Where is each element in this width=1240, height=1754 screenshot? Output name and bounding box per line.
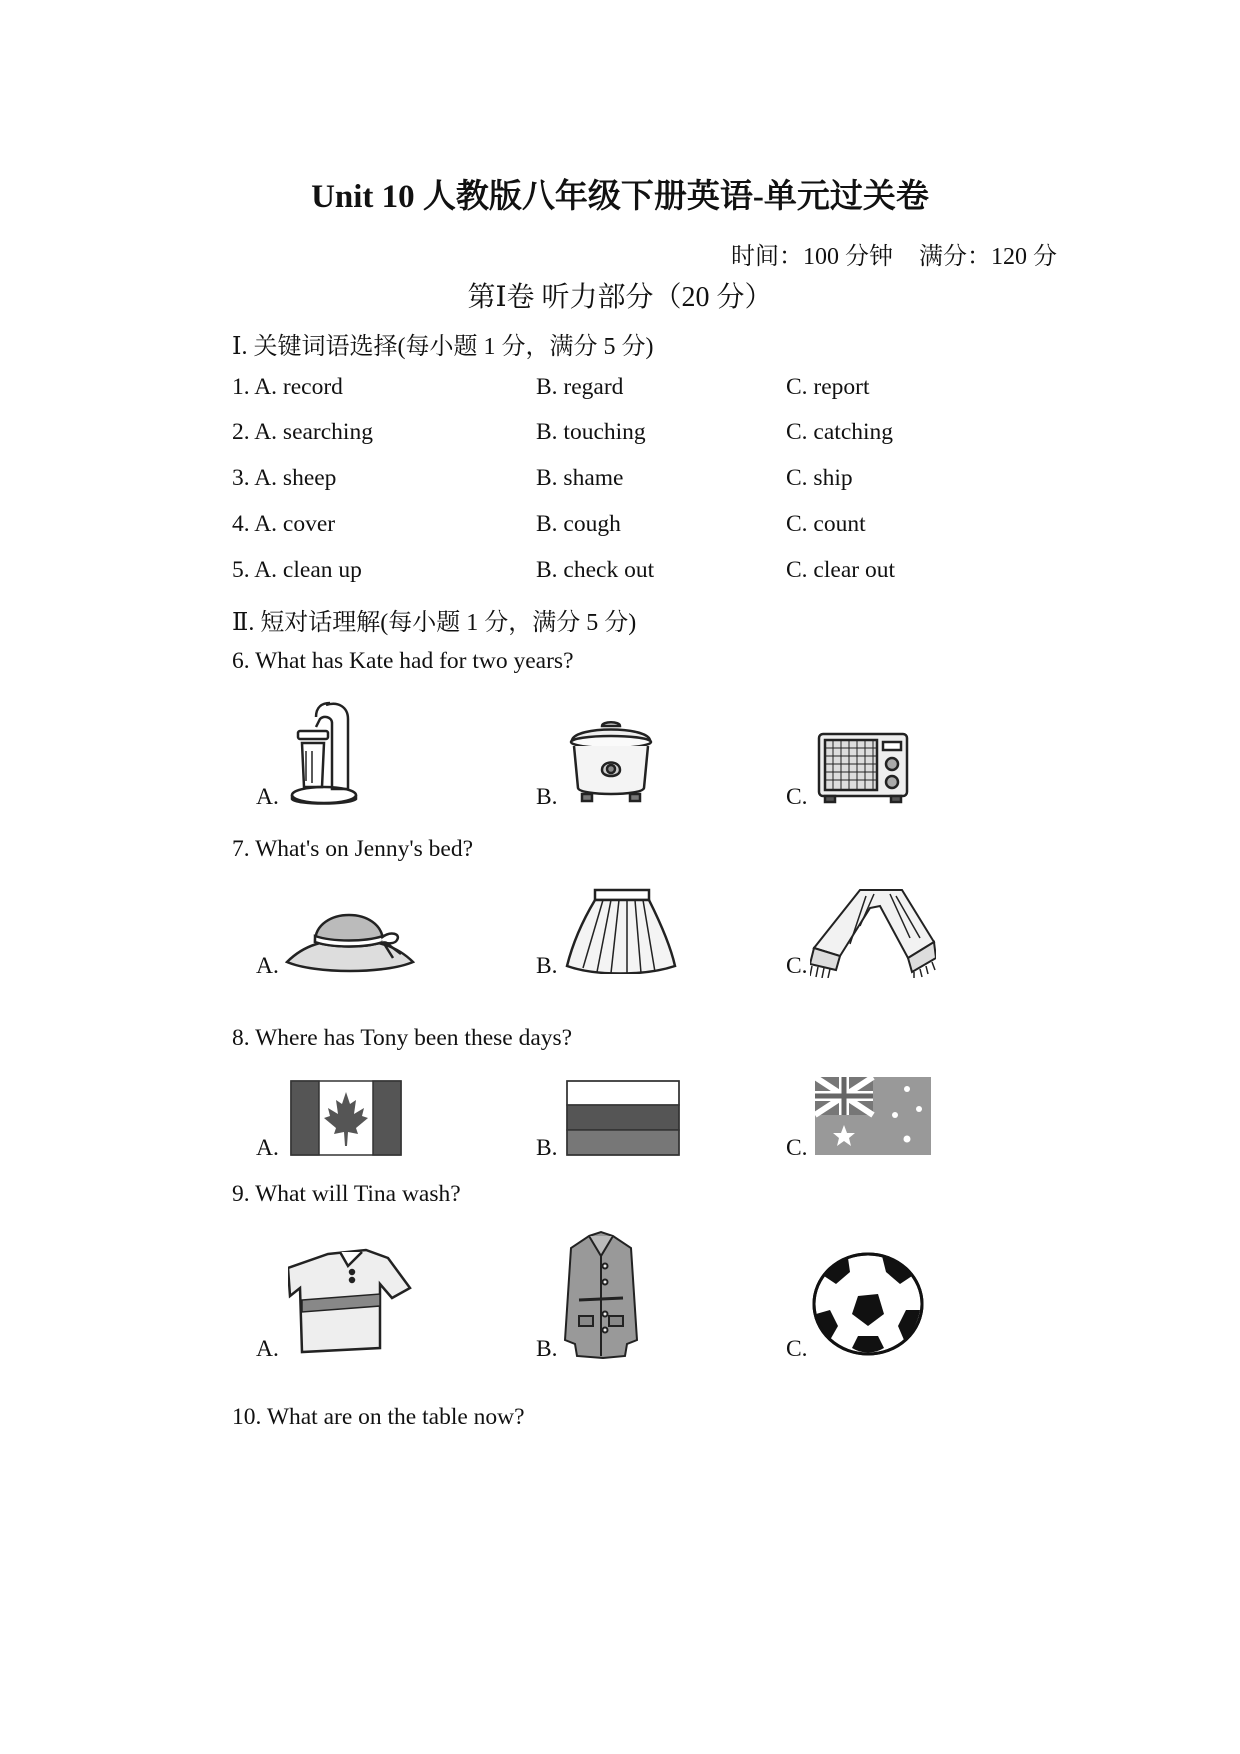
option-2c: C. catching [786,419,894,445]
q6-option-c: C. [786,784,808,810]
q6-option-b: B. [536,784,558,810]
q9-option-a: A. [256,1336,279,1362]
option-1b: B. regard [536,374,624,400]
q9-option-b: B. [536,1336,558,1362]
q9-option-c: C. [786,1336,808,1362]
canada-flag-icon [290,1080,402,1156]
option-5b: B. check out [536,557,655,583]
page-title: Unit 10 人教版八年级下册英语-单元过关卷 [311,179,929,215]
scarf-icon [810,886,936,978]
option-4c: C. count [786,511,866,537]
section2-heading: Ⅱ. 短对话理解(每小题 1 分，满分 5 分) [232,610,637,636]
option-5a: 5. A. clean up [232,557,362,583]
part-title: 第Ⅰ卷 听力部分（20 分） [467,282,773,313]
option-1c: C. report [786,374,870,400]
coat-icon [563,1230,639,1360]
radio-icon [815,730,911,804]
tricolor-flag-icon [566,1080,680,1156]
option-5c: C. clear out [786,557,895,583]
section1-heading: Ⅰ. 关键词语选择(每小题 1 分，满分 5 分) [232,334,654,360]
option-2a: 2. A. searching [232,419,373,445]
rice-cooker-icon [566,718,656,804]
australia-flag-icon [815,1077,931,1155]
option-2b: B. touching [536,419,646,445]
q7-option-b: B. [536,953,558,979]
option-4a: 4. A. cover [232,511,336,537]
q6-option-a: A. [256,784,279,810]
q8-option-a: A. [256,1135,279,1161]
hat-icon [285,896,415,976]
exam-time: 时间：100 分钟 [731,244,893,270]
question-6: 6. What has Kate had for two years? [232,648,574,674]
q8-option-b: B. [536,1135,558,1161]
question-7: 7. What's on Jenny's bed? [232,836,474,862]
q7-option-c: C. [786,953,808,979]
q7-option-a: A. [256,953,279,979]
drink-maker-icon [286,697,358,807]
q8-option-c: C. [786,1135,808,1161]
soccer-ball-icon [812,1252,924,1356]
option-1a: 1. A. record [232,374,343,400]
skirt-icon [565,886,677,974]
question-9: 9. What will Tina wash? [232,1181,461,1207]
exam-score: 满分：120 分 [919,244,1057,270]
option-3c: C. ship [786,465,853,491]
option-4b: B. cough [536,511,621,537]
exam-meta [731,236,1057,271]
question-10: 10. What are on the table now? [232,1404,525,1430]
question-8: 8. Where has Tony been these days? [232,1025,573,1051]
option-3b: B. shame [536,465,624,491]
option-3a: 3. A. sheep [232,465,337,491]
shirt-icon [288,1248,412,1356]
